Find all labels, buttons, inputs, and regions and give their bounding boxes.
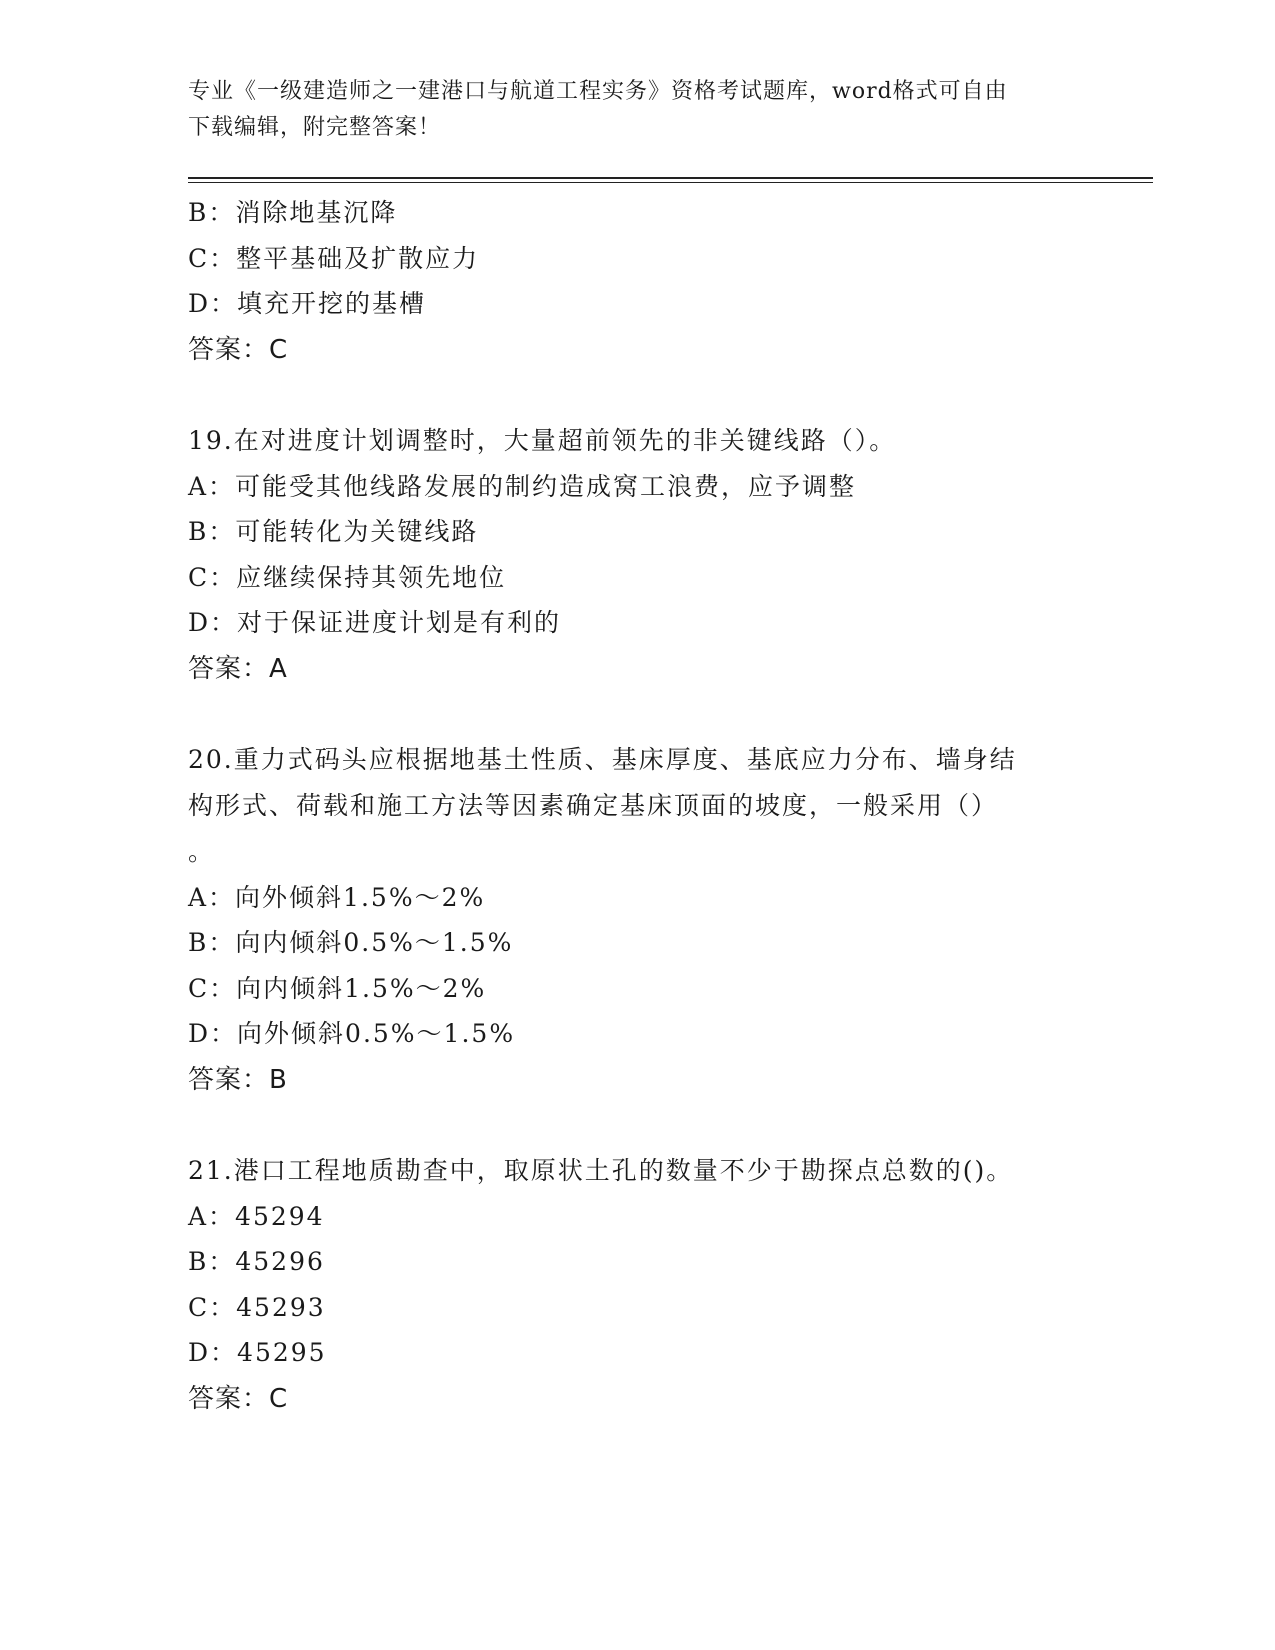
header-rule-thick: [188, 177, 1153, 179]
question-stem: 21.港口工程地质勘查中，取原状土孔的数量不少于勘探点总数的()。: [188, 1155, 1014, 1185]
question-19: [188, 418, 1088, 692]
option-a: A：可能受其他线路发展的制约造成窝工浪费，应予调整: [188, 471, 857, 501]
question-list: [188, 190, 1088, 1422]
question-20: [188, 737, 1088, 1103]
question-stem-line-2: 构形式、荷载和施工方法等因素确定基床顶面的坡度，一般采用（）: [188, 790, 999, 820]
option-d: D：向外倾斜0.5%～1.5%: [188, 1019, 516, 1048]
header-line-2: 下载编辑，附完整答案！: [188, 115, 442, 140]
answer: 答案：B: [188, 1064, 288, 1095]
option-a: A：向外倾斜1.5%～2%: [188, 882, 486, 912]
option-c: C：45293: [188, 1292, 326, 1322]
option-a: A：45294: [188, 1201, 325, 1231]
answer: 答案：A: [188, 653, 288, 684]
question-21: [188, 1148, 1088, 1422]
document-header: [188, 74, 1088, 146]
question-18-tail: [188, 190, 1088, 373]
answer: 答案：C: [188, 334, 289, 365]
question-stem-line-3: 。: [188, 836, 216, 866]
option-b: B：消除地基沉降: [188, 198, 398, 227]
option-b: B：45296: [188, 1247, 325, 1276]
question-stem: 19.在对进度计划调整时，大量超前领先的非关键线路（）。: [188, 425, 897, 455]
option-c: C：应继续保持其领先地位: [188, 562, 507, 592]
option-b: B：向内倾斜0.5%～1.5%: [188, 928, 514, 957]
answer: 答案：C: [188, 1383, 289, 1414]
option-b: B：可能转化为关键线路: [188, 517, 479, 546]
option-d: D：45295: [188, 1338, 327, 1367]
header-line-1: 专业《一级建造师之一建港口与航道工程实务》资格考试题库，word格式可自由: [188, 79, 1008, 104]
question-stem-line-1: 20.重力式码头应根据地基土性质、基床厚度、基底应力分布、墙身结: [188, 744, 1017, 774]
option-d: D：对于保证进度计划是有利的: [188, 608, 562, 637]
option-c: C：向内倾斜1.5%～2%: [188, 973, 487, 1003]
option-d: D：填充开挖的基槽: [188, 289, 427, 318]
header-rule-thin: [188, 182, 1153, 183]
option-c: C：整平基础及扩散应力: [188, 243, 480, 273]
